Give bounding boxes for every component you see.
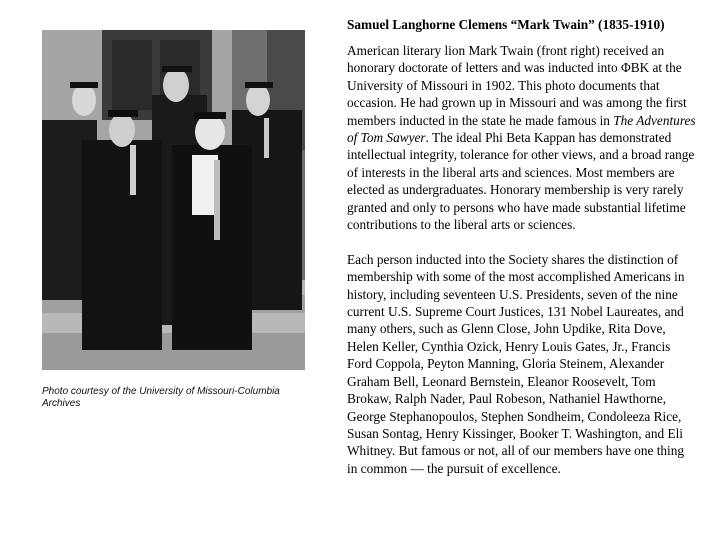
photo-illustration (42, 30, 305, 370)
article-paragraph-2: Each person inducted into the Society shares the distinction of membership with some of the most accomplished Americans in history, including seventeen U.S. Presidents, seven of the nine current U.S. Supreme Court Justices, 131 Nobel Laureates, and many others, such as Glenn Close, John Updike, Rita Dove, Helen Keller, Cynthia Ozick, Henry Louis Gates, Jr., Francis Ford Coppola, Peyton Manning, Gloria Steinem, Alexander Graham Bell, Leonard Bernstein, Eleanor Roosevelt, Tom Brokaw, Ralph Nader, Paul Robeson, Nathaniel Hawthorne, George Stephanopoulos, Stephen Sondheim, Condoleeza Rice, Susan Sontag, Henry Kissinger, Booker T. Washington, and Eli Whitney. But famous or not, all of our members have one thing in common — the pursuit of excellence. (347, 251, 685, 476)
book-title: The Adventures of Tom Sawyer (347, 112, 696, 146)
article-paragraph-1 (347, 42, 697, 233)
paragraph-1-text-a: American literary lion Mark Twain (front right) received an honorary doctorate of letters and was inducted into ΦBK at the University of Missouri in 1902. This photo documents that occasion. He had grown up in Missouri and was among the first members inducted in the state he made famous in (347, 43, 687, 128)
historical-photo (42, 30, 305, 370)
article (347, 16, 697, 477)
photo-caption: Photo courtesy of the University of Missouri-Columbia Archives (42, 386, 280, 409)
article-title: Samuel Langhorne Clemens “Mark Twain” (1835-1910) (347, 17, 665, 32)
paragraph-1-text-b: . The ideal Phi Beta Kappan has demonstrated intellectual integrity, tolerance for other views, and a broad range of interests in the liberal arts and sciences. Most members are elected as undergraduates. Honorary membership is very rarely granted and only to persons who have made substantial lifetime contributions to the liberal arts or sciences. (347, 130, 695, 233)
